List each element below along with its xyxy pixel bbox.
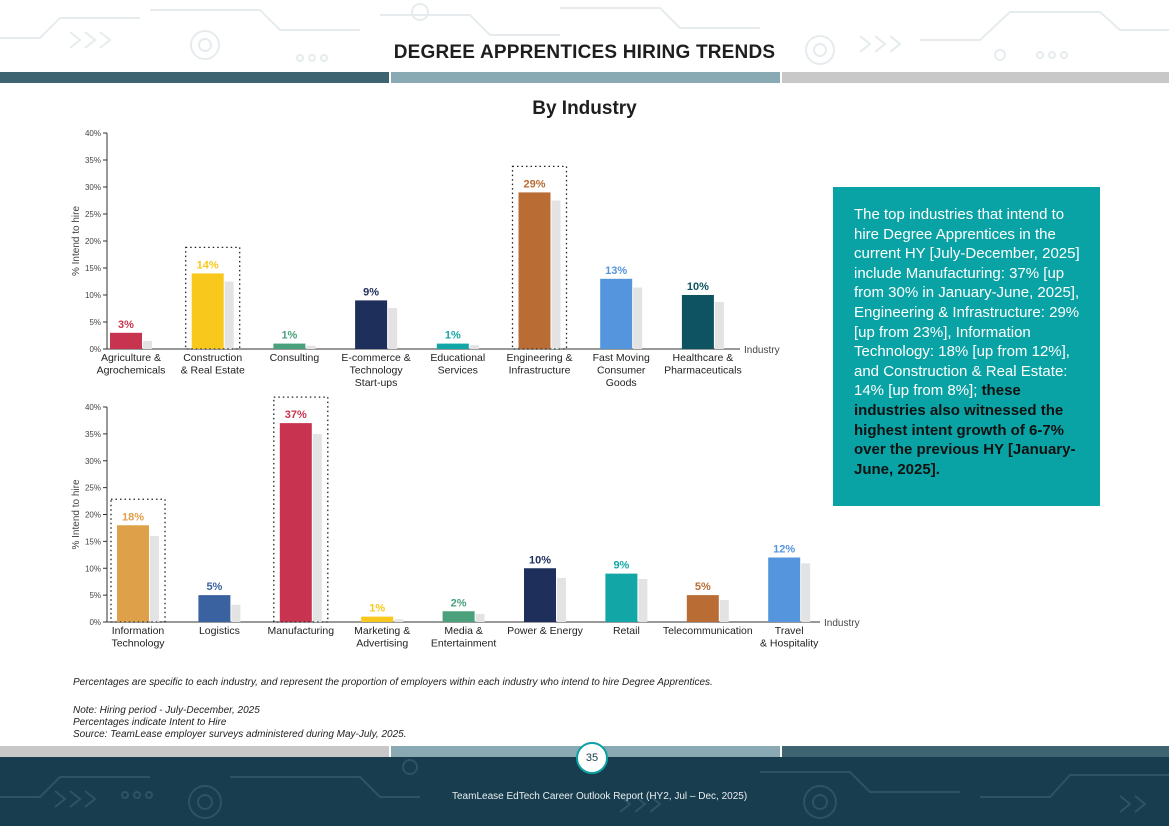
bar-value-label: 10% <box>686 281 709 293</box>
y-tick-label: 40% <box>84 403 101 412</box>
bar-current-hy <box>687 595 719 622</box>
category-label: E-commerce & <box>341 352 411 364</box>
category-label: Healthcare & <box>672 352 734 364</box>
x-axis-title: Industry <box>744 345 780 356</box>
category-label: Agriculture & <box>100 352 162 364</box>
y-tick-label: 0% <box>89 618 101 627</box>
category-label: Marketing & <box>354 625 411 637</box>
category-label: Information <box>111 625 165 637</box>
bar-previous-hy <box>801 563 810 622</box>
page-title: DEGREE APPRENTICES HIRING TRENDS <box>393 42 776 63</box>
y-tick-label: 20% <box>84 237 101 246</box>
footer-report-title: TeamLease EdTech Career Outlook Report (HY2, Jul – Dec, 2025) <box>452 791 748 802</box>
bar-previous-hy <box>313 434 322 622</box>
category-label: Retail <box>612 625 640 637</box>
bar-previous-hy <box>720 600 729 622</box>
y-tick-label: 40% <box>84 129 101 138</box>
footnote-specific: Percentages are specific to each industry, and represent the proportion of employers within each industry who intend to hire Degree Apprentices. <box>73 677 713 688</box>
bar-value-label: 5% <box>694 581 711 594</box>
y-tick-label: 10% <box>84 291 101 300</box>
footnote-source: Source: TeamLease employer surveys administered during May-July, 2025. <box>73 729 407 740</box>
category-label: Telecommunication <box>662 625 753 637</box>
category-label: Construction <box>183 352 243 364</box>
category-label: Fast Moving <box>592 352 650 364</box>
y-tick-label: 25% <box>84 483 101 493</box>
bar-previous-hy <box>557 578 566 622</box>
bar-value-label: 1% <box>369 602 386 615</box>
category-label: Start-ups <box>354 377 398 389</box>
bar-current-hy <box>443 611 475 622</box>
category-label: Infrastructure <box>508 364 571 377</box>
bar-value-label: 37% <box>284 409 307 422</box>
y-tick-label: 15% <box>84 537 101 547</box>
bar-previous-hy <box>638 579 647 622</box>
bar-value-label: 14% <box>196 259 219 272</box>
bar-value-label: 9% <box>613 559 630 572</box>
bar-value-label: 5% <box>206 581 223 594</box>
category-label: & Hospitality <box>760 637 819 650</box>
y-tick-label: 25% <box>84 210 101 219</box>
section-title: By Industry <box>532 98 637 119</box>
y-tick-label: 15% <box>84 264 101 273</box>
callout-bold-text: these industries also witnessed the highest intent growth of 6-7% over the previous HY [January-June, 2025]. <box>854 382 1076 478</box>
bar-current-hy <box>280 423 312 622</box>
page-number: 35 <box>576 742 608 774</box>
y-tick-label: 5% <box>89 318 101 327</box>
bar-previous-hy <box>231 605 240 622</box>
category-label: Power & Energy <box>507 625 583 637</box>
category-label: Educational <box>430 352 486 364</box>
category-label: Technology <box>111 637 165 650</box>
bar-value-label: 18% <box>121 511 145 524</box>
bar-value-label: 1% <box>281 329 298 342</box>
bar-value-label: 29% <box>523 178 546 191</box>
category-label: Engineering & <box>506 352 573 364</box>
y-tick-label: 5% <box>89 591 101 601</box>
category-label: Logistics <box>198 625 240 637</box>
x-axis-title: Industry <box>824 618 860 629</box>
bar-current-hy <box>198 595 230 622</box>
bar-current-hy <box>117 525 149 622</box>
category-label: Goods <box>605 377 637 389</box>
category-label: Consulting <box>269 352 320 364</box>
y-tick-label: 10% <box>84 564 101 574</box>
category-label: Advertising <box>356 637 409 650</box>
category-label: Pharmaceuticals <box>664 364 742 377</box>
category-label: Media & <box>444 625 483 637</box>
bar-previous-hy <box>150 536 159 622</box>
category-label: & Real Estate <box>180 364 245 377</box>
bar-value-label: 12% <box>773 543 796 556</box>
category-label: Manufacturing <box>267 625 335 637</box>
y-tick-label: 20% <box>84 510 101 520</box>
strip-segment-light <box>0 746 389 757</box>
category-label: Travel <box>774 625 804 637</box>
insight-callout <box>833 187 1100 506</box>
footnote-intent: Percentages indicate Intent to Hire <box>73 717 227 728</box>
bar-current-hy <box>524 568 556 622</box>
bar-previous-hy <box>476 614 485 622</box>
bar-value-label: 13% <box>605 264 628 277</box>
y-tick-label: 30% <box>84 456 101 466</box>
bar-value-label: 3% <box>118 318 134 331</box>
category-label: Technology <box>349 364 403 377</box>
y-tick-label: 0% <box>89 345 101 354</box>
bar-previous-hy <box>394 619 403 622</box>
y-axis-title: % Intend to hire <box>71 205 82 277</box>
category-label: Consumer <box>596 364 646 377</box>
strip-segment-dark <box>782 746 1169 757</box>
bar-value-label: 9% <box>363 286 380 299</box>
category-label: Entertainment <box>430 637 497 650</box>
callout-text: The top industries that intend to hire Degree Apprentices in the current HY [July-December, 2025] include Manufacturing: 37% [up from 30% in January-June, 2025], Engineering & Infrastructure: 29% [up from 23%], Information Technology: 18% [up from 12%], and Construction & Real Estate: 14% [up from 8%]; <box>854 206 1080 400</box>
category-label: Agrochemicals <box>96 364 166 377</box>
y-tick-label: 30% <box>84 183 101 192</box>
y-axis-title: % Intend to hire <box>71 479 82 550</box>
footnote-period: Note: Hiring period - July-December, 2025 <box>73 705 260 716</box>
y-tick-label: 35% <box>84 156 101 165</box>
bar-current-hy <box>768 558 800 623</box>
category-label: Services <box>437 364 478 377</box>
bar-current-hy <box>361 617 393 622</box>
bar-value-label: 10% <box>528 554 552 567</box>
bar-value-label: 1% <box>444 329 461 342</box>
y-tick-label: 35% <box>84 429 101 439</box>
bar-value-label: 2% <box>450 597 467 610</box>
bar-current-hy <box>605 574 637 622</box>
